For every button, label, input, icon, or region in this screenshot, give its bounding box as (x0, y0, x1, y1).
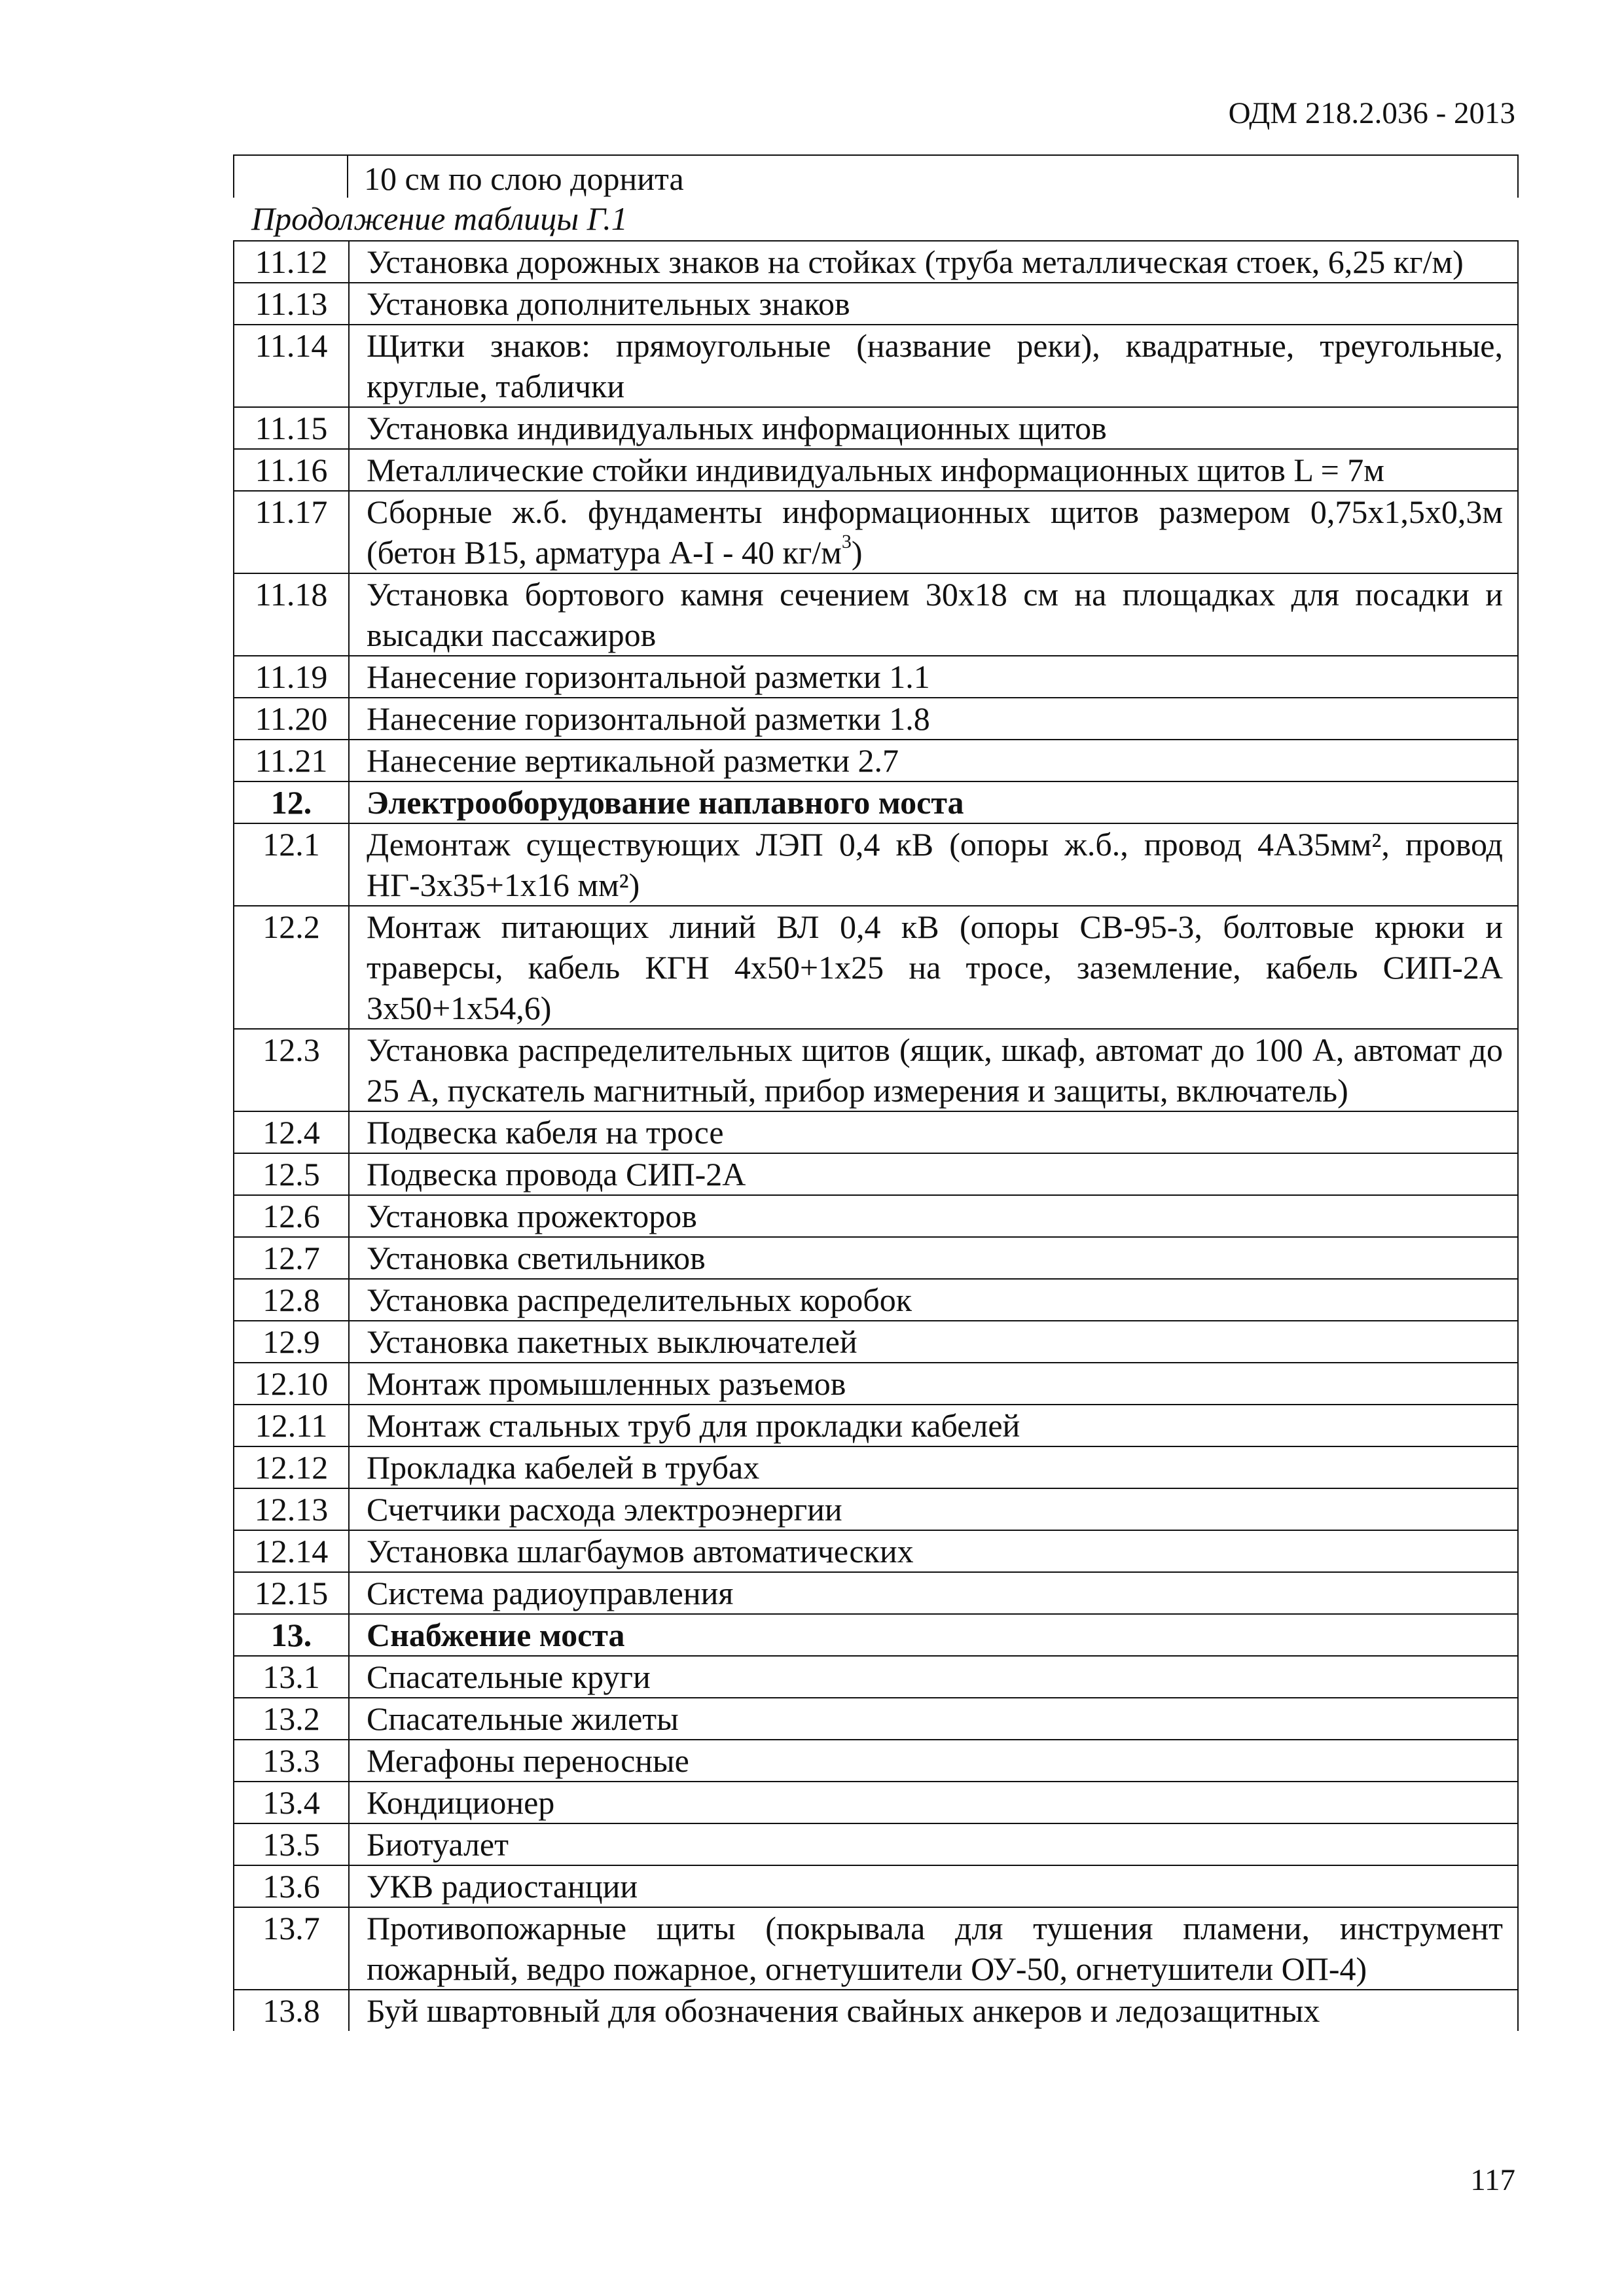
item-description: Прокладка кабелей в трубах (349, 1446, 1518, 1488)
item-description: Установка бортового камня сечением 30х18 см на площадках для посадки и высадки пассажиров (349, 573, 1518, 656)
table-row (234, 1656, 1518, 1698)
table-row (234, 1572, 1518, 1614)
item-description: Нанесение горизонтальной разметки 1.8 (349, 698, 1518, 740)
item-number: 12.4 (234, 1111, 349, 1153)
item-description: Монтаж питающих линий ВЛ 0,4 кВ (опоры СВ-95-3, болтовые крюки и траверсы, кабель КГН 4х50+1х25 на тросе, заземление, кабель СИП-2А 3х50+1х54,6) (349, 906, 1518, 1029)
item-number: 11.13 (234, 283, 349, 325)
table-row (234, 1698, 1518, 1740)
table-row (234, 1530, 1518, 1572)
item-number: 12.6 (234, 1195, 349, 1237)
works-table (233, 240, 1519, 2031)
item-description: Нанесение вертикальной разметки 2.7 (349, 740, 1518, 781)
item-number: 12.14 (234, 1530, 349, 1572)
item-number: 12.10 (234, 1363, 349, 1405)
table-row (234, 325, 1518, 407)
table-row (234, 823, 1518, 906)
item-number: 12. (234, 781, 349, 823)
item-description: Щитки знаков: прямоугольные (название реки), квадратные, треугольные, круглые, таблички (349, 325, 1518, 407)
item-description: Спасательные круги (349, 1656, 1518, 1698)
item-description: Подвеска провода СИП-2А (349, 1153, 1518, 1195)
item-number: 13. (234, 1614, 349, 1656)
table-row (234, 1740, 1518, 1782)
item-description: Система радиоуправления (349, 1572, 1518, 1614)
section-row (234, 781, 1518, 823)
table-row (234, 1488, 1518, 1530)
item-number: 12.12 (234, 1446, 349, 1488)
continuation-row (233, 154, 1519, 198)
table-row (234, 698, 1518, 740)
table-row (234, 241, 1518, 283)
table-row (234, 1111, 1518, 1153)
item-description: Установка пакетных выключателей (349, 1321, 1518, 1363)
item-number: 11.19 (234, 656, 349, 698)
section-row (234, 1614, 1518, 1656)
item-number: 11.12 (234, 241, 349, 283)
item-description: Установка светильников (349, 1237, 1518, 1279)
item-description: Установка дополнительных знаков (349, 283, 1518, 325)
item-number: 11.15 (234, 407, 349, 449)
item-number: 12.3 (234, 1029, 349, 1111)
item-description: Установка шлагбаумов автоматических (349, 1530, 1518, 1572)
item-number: 13.8 (234, 1990, 349, 2031)
table-row (234, 1405, 1518, 1446)
item-number: 13.4 (234, 1782, 349, 1823)
divider (233, 156, 234, 198)
item-description: УКВ радиостанции (349, 1865, 1518, 1907)
table-row (234, 449, 1518, 491)
page-number: 117 (1470, 2163, 1515, 2197)
item-number: 12.11 (234, 1405, 349, 1446)
item-description: Установка дорожных знаков на стойках (труба металлическая стоек, 6,25 кг/м) (349, 241, 1518, 283)
table-row (234, 1321, 1518, 1363)
item-number: 13.2 (234, 1698, 349, 1740)
item-number: 13.7 (234, 1907, 349, 1990)
item-number: 12.13 (234, 1488, 349, 1530)
table-caption: Продолжение таблицы Г.1 (251, 200, 628, 237)
table-row (234, 407, 1518, 449)
item-description: Буй швартовный для обозначения свайных анкеров и ледозащитных (349, 1990, 1518, 2031)
table-row (234, 1907, 1518, 1990)
item-number: 12.1 (234, 823, 349, 906)
table-row (234, 1823, 1518, 1865)
item-description: Установка прожекторов (349, 1195, 1518, 1237)
item-description: Мегафоны переносные (349, 1740, 1518, 1782)
table-row (234, 491, 1518, 573)
table-row (234, 740, 1518, 781)
table-row (234, 1990, 1518, 2031)
item-number: 13.3 (234, 1740, 349, 1782)
item-number: 12.2 (234, 906, 349, 1029)
item-number: 11.21 (234, 740, 349, 781)
item-description: Монтаж промышленных разъемов (349, 1363, 1518, 1405)
item-number: 12.5 (234, 1153, 349, 1195)
item-description: Электрооборудование наплавного моста (349, 781, 1518, 823)
divider (1517, 156, 1519, 198)
continuation-text: 10 см по слою дорнита (364, 160, 684, 197)
item-description: Установка распределительных коробок (349, 1279, 1518, 1321)
item-description: Противопожарные щиты (покрывала для тушения пламени, инструмент пожарный, ведро пожарное, огнетушители ОУ-50, огнетушители ОП-4) (349, 1907, 1518, 1990)
item-description: Спасательные жилеты (349, 1698, 1518, 1740)
table-row (234, 1195, 1518, 1237)
item-description: Металлические стойки индивидуальных информационных щитов L = 7м (349, 449, 1518, 491)
item-number: 11.18 (234, 573, 349, 656)
table-row (234, 1782, 1518, 1823)
item-number: 12.15 (234, 1572, 349, 1614)
item-number: 12.9 (234, 1321, 349, 1363)
table-row (234, 906, 1518, 1029)
item-description: Установка распределительных щитов (ящик, шкаф, автомат до 100 А, автомат до 25 А, пускатель магнитный, прибор измерения и защиты, включатель) (349, 1029, 1518, 1111)
item-number: 13.5 (234, 1823, 349, 1865)
item-description: Сборные ж.б. фундаменты информационных щитов размером 0,75х1,5х0,3м (бетон В15, арматура А-I - 40 $кг/м^3$) (349, 491, 1518, 573)
item-description: Подвеска кабеля на тросе (349, 1111, 1518, 1153)
item-description: Демонтаж существующих ЛЭП 0,4 кВ (опоры ж.б., провод 4А35мм², провод НГ-3х35+1х16 мм²) (349, 823, 1518, 906)
item-number: 12.8 (234, 1279, 349, 1321)
table-row (234, 1446, 1518, 1488)
table-row (234, 1363, 1518, 1405)
table-row (234, 1029, 1518, 1111)
item-number: 11.16 (234, 449, 349, 491)
item-number: 13.6 (234, 1865, 349, 1907)
item-description: Счетчики расхода электроэнергии (349, 1488, 1518, 1530)
item-number: 11.14 (234, 325, 349, 407)
item-description: Монтаж стальных труб для прокладки кабелей (349, 1405, 1518, 1446)
table-row (234, 1237, 1518, 1279)
item-number: 12.7 (234, 1237, 349, 1279)
item-description: Установка индивидуальных информационных щитов (349, 407, 1518, 449)
item-number: 11.20 (234, 698, 349, 740)
item-description: Снабжение моста (349, 1614, 1518, 1656)
table-row (234, 656, 1518, 698)
item-description: Кондиционер (349, 1782, 1518, 1823)
item-number: 11.17 (234, 491, 349, 573)
table-row (234, 1279, 1518, 1321)
table-row (234, 573, 1518, 656)
table-row (234, 1153, 1518, 1195)
table-row (234, 283, 1518, 325)
table-row (234, 1865, 1518, 1907)
document-code: ОДМ 218.2.036 - 2013 (1228, 96, 1515, 130)
divider (347, 156, 348, 198)
item-number: 13.1 (234, 1656, 349, 1698)
item-description: Биотуалет (349, 1823, 1518, 1865)
item-description: Нанесение горизонтальной разметки 1.1 (349, 656, 1518, 698)
